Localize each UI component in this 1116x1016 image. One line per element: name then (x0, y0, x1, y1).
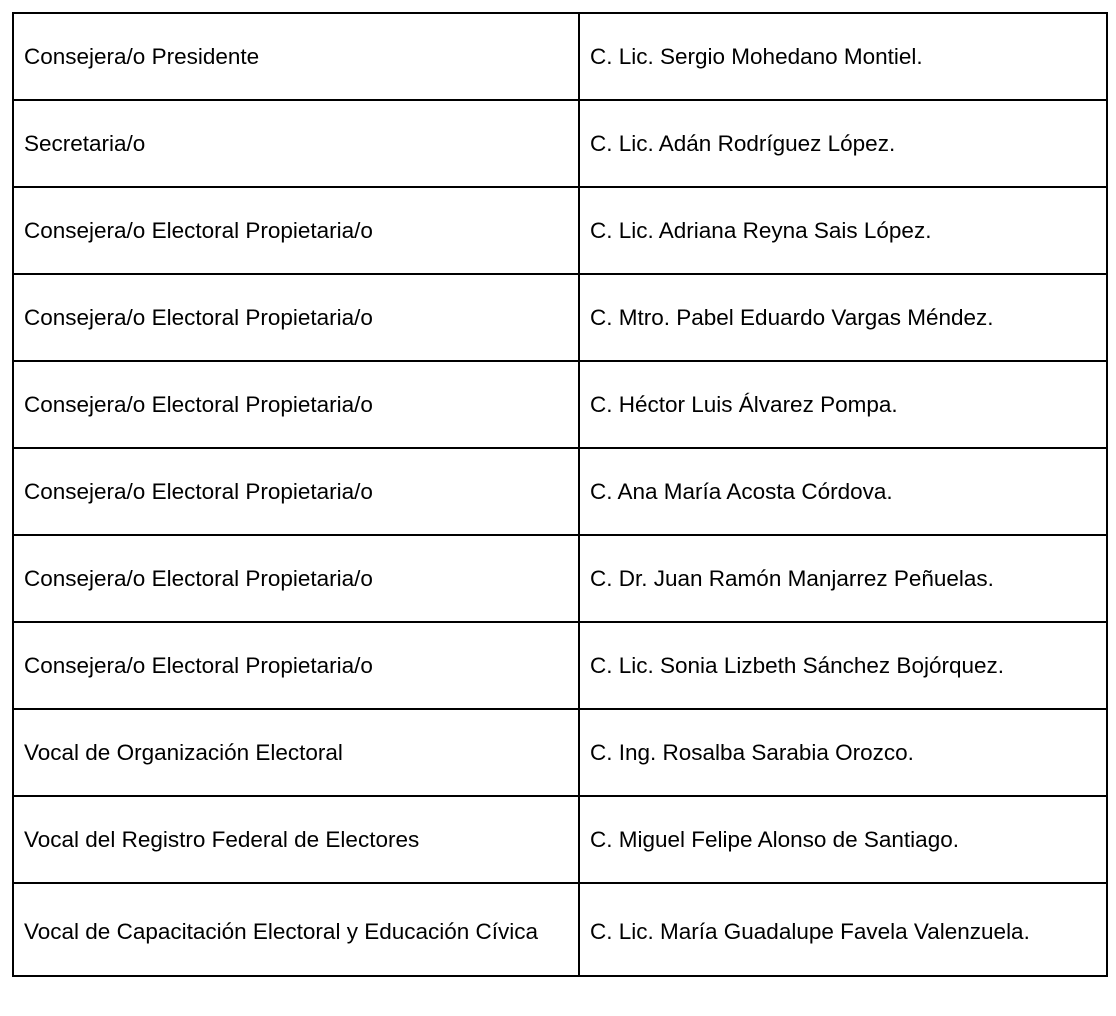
role-cell: Vocal de Capacitación Electoral y Educación Cívica (13, 883, 579, 976)
name-cell: C. Lic. Sonia Lizbeth Sánchez Bojórquez. (579, 622, 1107, 709)
table-row (13, 187, 1107, 274)
name-cell: C. Ana María Acosta Córdova. (579, 448, 1107, 535)
table-row (13, 535, 1107, 622)
role-cell: Consejera/o Electoral Propietaria/o (13, 361, 579, 448)
role-cell: Vocal del Registro Federal de Electores (13, 796, 579, 883)
table-row (13, 709, 1107, 796)
role-cell: Vocal de Organización Electoral (13, 709, 579, 796)
name-cell: C. Lic. Sergio Mohedano Montiel. (579, 13, 1107, 100)
table-row (13, 622, 1107, 709)
table-row (13, 883, 1107, 976)
table-row (13, 361, 1107, 448)
role-cell: Consejera/o Electoral Propietaria/o (13, 187, 579, 274)
name-cell: C. Miguel Felipe Alonso de Santiago. (579, 796, 1107, 883)
role-cell: Consejera/o Electoral Propietaria/o (13, 622, 579, 709)
role-cell: Consejera/o Presidente (13, 13, 579, 100)
table-row (13, 796, 1107, 883)
role-cell: Consejera/o Electoral Propietaria/o (13, 448, 579, 535)
name-cell: C. Mtro. Pabel Eduardo Vargas Méndez. (579, 274, 1107, 361)
name-cell: C. Dr. Juan Ramón Manjarrez Peñuelas. (579, 535, 1107, 622)
table-row (13, 274, 1107, 361)
council-members-table (12, 12, 1108, 977)
name-cell: C. Ing. Rosalba Sarabia Orozco. (579, 709, 1107, 796)
council-members-table-body (13, 13, 1107, 976)
name-cell: C. Lic. María Guadalupe Favela Valenzuela. (579, 883, 1107, 976)
name-cell: C. Héctor Luis Álvarez Pompa. (579, 361, 1107, 448)
name-cell: C. Lic. Adán Rodríguez López. (579, 100, 1107, 187)
table-row (13, 13, 1107, 100)
role-cell: Consejera/o Electoral Propietaria/o (13, 535, 579, 622)
name-cell: C. Lic. Adriana Reyna Sais López. (579, 187, 1107, 274)
table-row (13, 100, 1107, 187)
role-cell: Consejera/o Electoral Propietaria/o (13, 274, 579, 361)
table-row (13, 448, 1107, 535)
role-cell: Secretaria/o (13, 100, 579, 187)
